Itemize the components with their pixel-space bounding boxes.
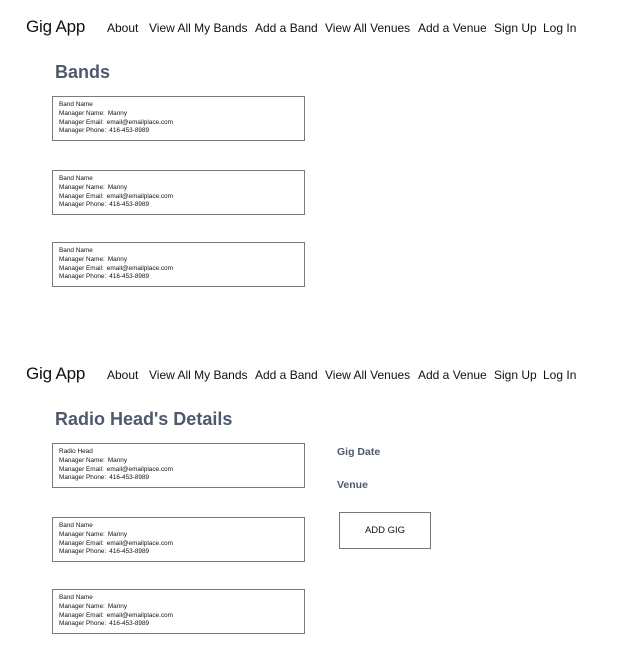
manager-name-label: Manager Name: [59, 183, 105, 191]
manager-phone-label: Manager Phone: [59, 127, 107, 135]
nav-link-view-all-venues[interactable]: View All Venues [325, 21, 411, 35]
manager-email-label: Manager Email: [59, 611, 104, 619]
manager-name-value: Manny [107, 602, 128, 610]
manager-phone-row [59, 474, 298, 483]
manager-email-value: email@emailplace.com [106, 118, 173, 126]
manager-phone-value: 416-453-8989 [109, 474, 150, 482]
manager-phone-value: 416-453-8989 [109, 548, 150, 556]
page-title: Bands [55, 62, 111, 82]
brand-logo[interactable]: Gig App [26, 364, 86, 383]
manager-name-label: Manager Name: [59, 109, 105, 117]
gig-date-label: Gig Date [337, 446, 381, 458]
manager-phone-row [59, 127, 298, 136]
page-title: Radio Head's Details [55, 409, 233, 429]
manager-name-value: Manny [107, 530, 128, 538]
manager-email-label: Manager Email: [59, 264, 104, 272]
band-card[interactable] [52, 96, 305, 141]
band-name: Radio Head [59, 448, 93, 455]
manager-email-row [59, 466, 298, 475]
manager-name-value: Manny [107, 255, 128, 263]
manager-phone-row [59, 548, 298, 557]
manager-email-value: email@emailplace.com [106, 611, 173, 619]
manager-name-value: Manny [107, 109, 128, 117]
band-name: Band Name [59, 101, 93, 108]
band-details-page [0, 347, 633, 671]
manager-phone-value: 416-453-8989 [109, 127, 150, 135]
manager-phone-value: 416-453-8989 [109, 620, 150, 628]
manager-email-value: email@emailplace.com [106, 192, 173, 200]
manager-phone-row [59, 620, 298, 629]
manager-name-label: Manager Name: [59, 456, 105, 464]
nav-link-view-all-venues[interactable]: View All Venues [325, 368, 411, 382]
band-name: Band Name [59, 522, 93, 529]
manager-phone-label: Manager Phone: [59, 620, 107, 628]
manager-phone-label: Manager Phone: [59, 474, 107, 482]
manager-name-row [59, 531, 298, 540]
manager-email-row [59, 265, 298, 274]
manager-email-label: Manager Email: [59, 192, 104, 200]
add-gig-button[interactable]: ADD GIG [339, 512, 431, 549]
nav-link-about[interactable]: About [107, 21, 139, 35]
navbar [0, 362, 633, 388]
nav-link-view-all-my-bands[interactable]: View All My Bands [149, 368, 248, 382]
manager-email-row [59, 540, 298, 549]
nav-link-about[interactable]: About [107, 368, 139, 382]
manager-email-value: email@emailplace.com [106, 264, 173, 272]
band-name: Band Name [59, 247, 93, 254]
nav-link-add-a-venue[interactable]: Add a Venue [418, 21, 487, 35]
manager-phone-label: Manager Phone: [59, 201, 107, 209]
nav-link-log-in[interactable]: Log In [543, 21, 577, 35]
manager-email-row [59, 193, 298, 202]
manager-phone-row [59, 273, 298, 282]
manager-name-row [59, 110, 298, 119]
manager-name-value: Manny [107, 183, 128, 191]
band-card[interactable] [52, 589, 305, 634]
nav-link-sign-up[interactable]: Sign Up [494, 21, 537, 35]
manager-phone-value: 416-453-8989 [109, 201, 150, 209]
band-card[interactable] [52, 517, 305, 562]
nav-link-view-all-my-bands[interactable]: View All My Bands [149, 21, 248, 35]
band-card[interactable] [52, 242, 305, 287]
nav-link-sign-up[interactable]: Sign Up [494, 368, 537, 382]
manager-email-value: email@emailplace.com [106, 465, 173, 473]
manager-phone-label: Manager Phone: [59, 548, 107, 556]
nav-link-add-a-venue[interactable]: Add a Venue [418, 368, 487, 382]
manager-phone-row [59, 201, 298, 210]
manager-email-label: Manager Email: [59, 539, 104, 547]
manager-name-label: Manager Name: [59, 602, 105, 610]
venue-label: Venue [337, 479, 368, 491]
manager-email-label: Manager Email: [59, 118, 104, 126]
band-name: Band Name [59, 594, 93, 601]
manager-email-value: email@emailplace.com [106, 539, 173, 547]
manager-name-value: Manny [107, 456, 128, 464]
manager-name-row [59, 184, 298, 193]
manager-name-label: Manager Name: [59, 255, 105, 263]
nav-link-log-in[interactable]: Log In [543, 368, 577, 382]
manager-phone-value: 416-453-8989 [109, 273, 150, 281]
band-name: Band Name [59, 175, 93, 182]
band-card[interactable] [52, 170, 305, 215]
brand-logo[interactable]: Gig App [26, 17, 86, 36]
manager-name-row [59, 457, 298, 466]
band-card[interactable] [52, 443, 305, 488]
nav-link-add-a-band[interactable]: Add a Band [255, 21, 318, 35]
navbar [0, 15, 633, 41]
manager-phone-label: Manager Phone: [59, 273, 107, 281]
manager-name-row [59, 256, 298, 265]
manager-name-label: Manager Name: [59, 530, 105, 538]
manager-email-row [59, 612, 298, 621]
manager-name-row [59, 603, 298, 612]
nav-link-add-a-band[interactable]: Add a Band [255, 368, 318, 382]
manager-email-label: Manager Email: [59, 465, 104, 473]
manager-email-row [59, 119, 298, 128]
